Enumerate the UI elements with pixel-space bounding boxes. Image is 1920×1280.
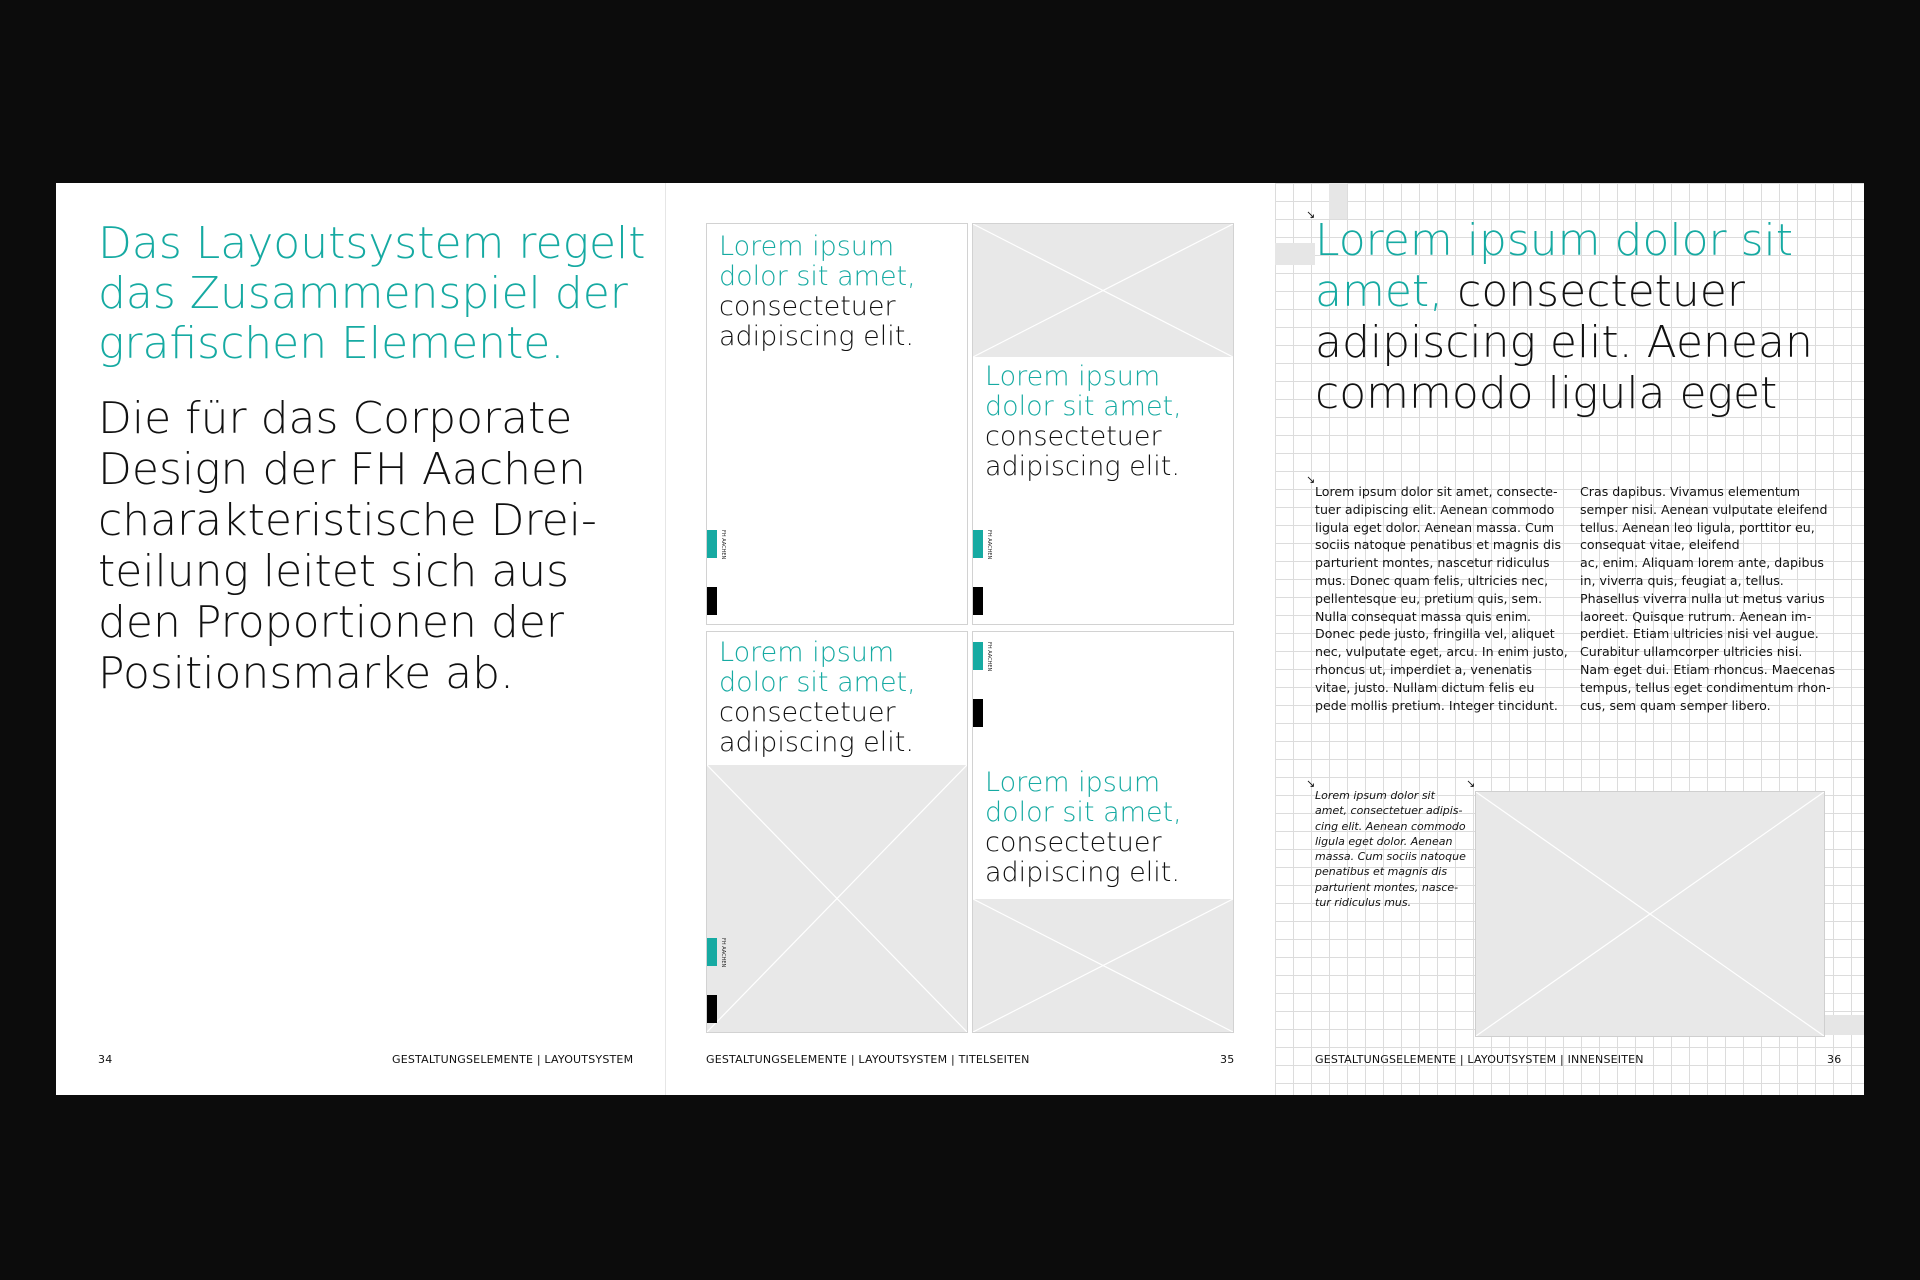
card-text-line: dolor sit amet, bbox=[985, 391, 1182, 422]
card-text-line: dolor sit amet, bbox=[985, 797, 1182, 828]
image-placeholder bbox=[973, 899, 1233, 1032]
intro-body bbox=[98, 393, 638, 699]
mark-black-bar bbox=[973, 587, 983, 615]
column-line: cus, sem quam semper libero. bbox=[1580, 697, 1771, 713]
page-number: 35 bbox=[1220, 1053, 1235, 1066]
card-text bbox=[719, 638, 916, 758]
grid-highlight bbox=[1275, 243, 1315, 265]
column-line: Phasellus viverra nulla ut metus varius bbox=[1580, 590, 1825, 606]
card-text-line: dolor sit amet, bbox=[719, 667, 916, 698]
page-number: 36 bbox=[1827, 1053, 1842, 1066]
card-text-line: Lorem ipsum bbox=[985, 767, 1161, 798]
position-mark bbox=[973, 642, 992, 728]
arrow-icon: ↘ bbox=[1306, 473, 1316, 486]
running-head: GESTALTUNGSELEMENTE | LAYOUTSYSTEM bbox=[392, 1053, 634, 1066]
text-column-2 bbox=[1580, 483, 1835, 714]
column-line: Curabitur ullamcorper ultricies nisi. bbox=[1580, 644, 1803, 660]
column-line: mus. Donec quam felis, ultricies nec, bbox=[1315, 572, 1549, 588]
page-title bbox=[1315, 215, 1835, 419]
card-text-line: Lorem ipsum bbox=[719, 231, 895, 262]
column-line: ac, enim. Aliquam lorem ante, dapibus bbox=[1580, 555, 1824, 571]
intro-heading-line: Das Layoutsystem regelt bbox=[98, 218, 646, 269]
column-line: perdiet. Etiam ultricies nisi vel augue. bbox=[1580, 626, 1819, 642]
column-line: Donec pede justo, fringilla vel, aliquet bbox=[1315, 626, 1555, 642]
column-line: Nam eget dui. Etiam rhoncus. Maecenas bbox=[1580, 661, 1836, 677]
page-number: 34 bbox=[98, 1053, 113, 1066]
page-36 bbox=[1275, 183, 1864, 1095]
page-35 bbox=[665, 183, 1276, 1095]
image-placeholder bbox=[1475, 791, 1825, 1037]
logo-text: FH AACHEN bbox=[720, 530, 726, 560]
logo-text: FH AACHEN bbox=[986, 642, 992, 672]
caption-line: amet, consectetuer adipis- bbox=[1315, 804, 1463, 818]
column-line: ligula eget dolor. Aenean massa. Cum bbox=[1315, 519, 1555, 535]
position-mark bbox=[707, 938, 726, 1024]
intro-body-line: Positionsmarke ab. bbox=[98, 648, 515, 699]
mark-black-bar bbox=[707, 587, 717, 615]
logo-text: FH AACHEN bbox=[720, 938, 726, 968]
column-line: rhoncus ut, imperdiet a, venenatis bbox=[1315, 661, 1533, 677]
running-head: GESTALTUNGSELEMENTE | LAYOUTSYSTEM | INNENSEITEN bbox=[1315, 1053, 1644, 1066]
mark-black-bar bbox=[707, 995, 717, 1023]
intro-heading-line: grafischen Elemente. bbox=[98, 318, 565, 369]
card-text bbox=[719, 232, 916, 352]
title-teal-line: amet, bbox=[1315, 266, 1444, 317]
arrow-icon: ↘ bbox=[1306, 208, 1316, 221]
title-page-card bbox=[706, 223, 968, 625]
image-placeholder-fill bbox=[1476, 792, 1824, 1036]
arrow-icon: ↘ bbox=[1466, 777, 1476, 790]
caption-line: Lorem ipsum dolor sit bbox=[1315, 789, 1435, 802]
column-line: tuer adipiscing elit. Aenean commodo bbox=[1315, 501, 1555, 517]
column-line: Cras dapibus. Vivamus elementum bbox=[1580, 484, 1801, 499]
title-teal-line: Lorem ipsum dolor sit bbox=[1315, 215, 1793, 266]
grid-highlight bbox=[1825, 1015, 1864, 1035]
card-text-line: adipiscing elit. bbox=[985, 857, 1180, 888]
card-text-line: Lorem ipsum bbox=[985, 361, 1161, 392]
mark-teal-bar bbox=[707, 530, 717, 558]
title-dark-line: commodo ligula eget bbox=[1315, 368, 1778, 419]
column-line: tellus. Aenean leo ligula, porttitor eu, bbox=[1580, 519, 1815, 535]
column-line: Nulla consequat massa quis enim. bbox=[1315, 608, 1532, 624]
brochure-spread bbox=[56, 183, 1864, 1095]
caption-line: tur ridiculus mus. bbox=[1315, 896, 1412, 910]
card-text bbox=[985, 768, 1182, 888]
mark-teal-bar bbox=[973, 530, 983, 558]
card-text-line: consectetuer bbox=[985, 827, 1162, 858]
image-placeholder bbox=[707, 765, 967, 1032]
intro-body-line: Design der FH Aachen bbox=[98, 444, 586, 495]
title-dark-line: adipiscing elit. Aenean bbox=[1315, 317, 1813, 368]
column-line: tempus, tellus eget condimentum rhon- bbox=[1580, 679, 1831, 695]
mark-teal-bar bbox=[973, 642, 983, 670]
column-line: vitae, justo. Nullam dictum felis eu bbox=[1315, 679, 1535, 695]
arrow-icon: ↘ bbox=[1306, 777, 1316, 790]
card-text-line: adipiscing elit. bbox=[719, 727, 914, 758]
intro-body-line: den Proportionen der bbox=[98, 597, 564, 648]
image-placeholder bbox=[973, 224, 1233, 357]
column-line: sociis natoque penatibus et magnis dis bbox=[1315, 537, 1562, 553]
title-page-card bbox=[706, 631, 968, 1033]
card-text-line: Lorem ipsum bbox=[719, 637, 895, 668]
column-line: parturient montes, nascetur ridiculus bbox=[1315, 555, 1550, 571]
page-34 bbox=[56, 183, 665, 1095]
intro-body-line: teilung leitet sich aus bbox=[98, 546, 570, 597]
column-line: consequat vitae, eleifend bbox=[1580, 537, 1740, 553]
column-line: nec, vulputate eget, arcu. In enim justo, bbox=[1315, 644, 1568, 660]
column-line: laoreet. Quisque rutrum. Aenean im- bbox=[1580, 608, 1812, 624]
position-mark bbox=[707, 530, 726, 616]
caption-line: penatibus et magnis dis bbox=[1315, 865, 1448, 879]
intro-heading-line: das Zusammenspiel der bbox=[98, 268, 628, 319]
image-caption bbox=[1315, 788, 1475, 910]
title-page-card bbox=[972, 631, 1234, 1033]
column-line: Lorem ipsum dolor sit amet, consecte- bbox=[1315, 484, 1558, 499]
caption-line: parturient montes, nasce- bbox=[1315, 880, 1459, 894]
caption-line: ligula eget dolor. Aenean bbox=[1315, 834, 1453, 848]
column-line: semper nisi. Aenean vulputate eleifend bbox=[1580, 501, 1828, 517]
caption-line: massa. Cum sociis natoque bbox=[1315, 850, 1466, 864]
logo-text: FH AACHEN bbox=[986, 530, 992, 560]
column-line: pede mollis pretium. Integer tincidunt. bbox=[1315, 697, 1558, 713]
intro-body-line: Die für das Corporate bbox=[98, 393, 573, 444]
card-text-line: consectetuer bbox=[985, 421, 1162, 452]
card-text-line: dolor sit amet, bbox=[719, 261, 916, 292]
column-line: in, viverra quis, feugiat a, tellus. bbox=[1580, 572, 1784, 588]
text-column-1 bbox=[1315, 483, 1568, 714]
mark-teal-bar bbox=[707, 938, 717, 966]
title-dark-line: consectetuer bbox=[1457, 266, 1745, 317]
card-text-line: consectetuer bbox=[719, 697, 896, 728]
running-head: GESTALTUNGSELEMENTE | LAYOUTSYSTEM | TITELSEITEN bbox=[706, 1053, 1030, 1066]
title-page-card bbox=[972, 223, 1234, 625]
card-text-line: adipiscing elit. bbox=[985, 451, 1180, 482]
mark-black-bar bbox=[973, 699, 983, 727]
card-text bbox=[985, 362, 1182, 482]
intro-heading bbox=[98, 219, 658, 369]
caption-line: cing elit. Aenean commodo bbox=[1315, 819, 1466, 833]
grid-highlight bbox=[1329, 183, 1347, 219]
position-mark bbox=[973, 530, 992, 616]
column-line: pellentesque eu, pretium quis, sem. bbox=[1315, 590, 1543, 606]
card-text-line: consectetuer bbox=[719, 291, 896, 322]
card-text-line: adipiscing elit. bbox=[719, 321, 914, 352]
intro-body-line: charakteristische Drei- bbox=[98, 495, 597, 546]
